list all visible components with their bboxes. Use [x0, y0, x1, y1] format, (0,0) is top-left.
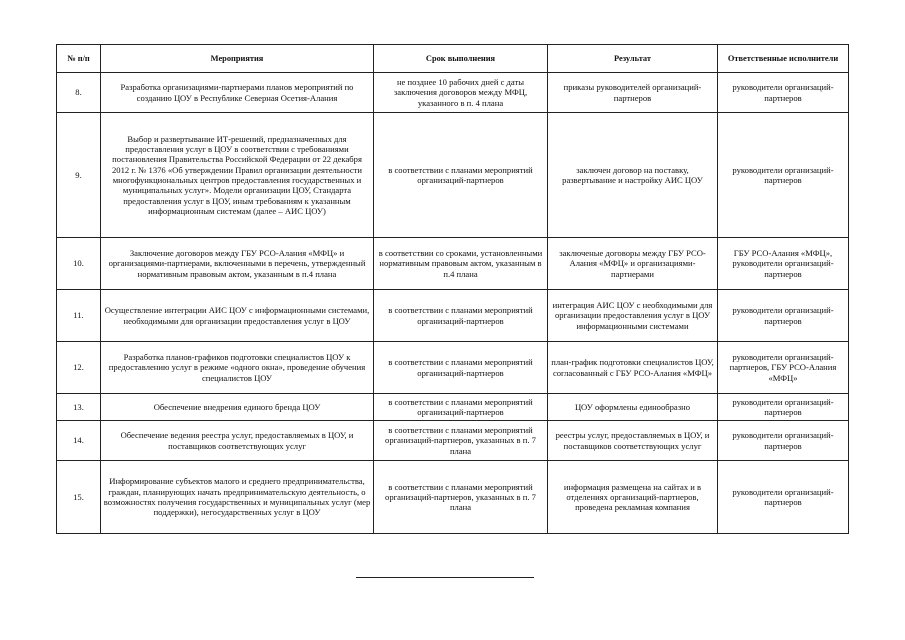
- cell-result: приказы руководителей организаций-партнеров: [548, 73, 718, 113]
- cell-result: ЦОУ оформлены единообразно: [548, 394, 718, 421]
- plan-table: [56, 44, 849, 534]
- cell-term: в соответствии с планами мероприятий организаций-партнеров: [374, 290, 548, 342]
- cell-responsible: руководители организаций-партнеров: [718, 290, 849, 342]
- footer-divider-line: [356, 577, 534, 578]
- cell-responsible: руководители организаций-партнеров, ГБУ РСО-Алания «МФЦ»: [718, 342, 849, 394]
- table-header-row: [57, 45, 849, 73]
- cell-num: 9.: [57, 113, 101, 238]
- cell-responsible: руководители организаций-партнеров: [718, 113, 849, 238]
- cell-result: заключен договор на поставку, развертывание и настройку АИС ЦОУ: [548, 113, 718, 238]
- table-row: [57, 290, 849, 342]
- table-row: [57, 394, 849, 421]
- table-row: [57, 461, 849, 534]
- table-row: [57, 238, 849, 290]
- cell-responsible: руководители организаций-партнеров: [718, 73, 849, 113]
- cell-num: 11.: [57, 290, 101, 342]
- cell-term: в соответствии с планами мероприятий организаций-партнеров: [374, 113, 548, 238]
- cell-num: 14.: [57, 421, 101, 461]
- cell-result: план-график подготовки специалистов ЦОУ, согласованный с ГБУ РСО-Алания «МФЦ»: [548, 342, 718, 394]
- cell-term: в соответствии с планами мероприятий организаций-партнеров, указанных в п. 7 плана: [374, 461, 548, 534]
- table-row: [57, 342, 849, 394]
- cell-responsible: руководители организаций-партнеров: [718, 394, 849, 421]
- cell-event: Обеспечение внедрения единого бренда ЦОУ: [101, 394, 374, 421]
- table-row: [57, 421, 849, 461]
- header-event: Мероприятия: [101, 45, 374, 73]
- cell-result: информация размещена на сайтах и в отделениях организаций-партнеров, проведена рекламная компания: [548, 461, 718, 534]
- header-responsible: Ответственные исполнители: [718, 45, 849, 73]
- cell-result: интеграция АИС ЦОУ с необходимыми для организации предоставления услуг в ЦОУ информационными системами: [548, 290, 718, 342]
- table-row: [57, 73, 849, 113]
- table-row: [57, 113, 849, 238]
- cell-num: 8.: [57, 73, 101, 113]
- cell-event: Информирование субъектов малого и среднего предпринимательства, граждан, планирующих начать предпринимательскую деятельность, о возможностях получения государственных и муниципальных услуг (мер поддержки), негосударственных услуг в ЦОУ: [101, 461, 374, 534]
- header-term: Срок выполнения: [374, 45, 548, 73]
- header-result: Результат: [548, 45, 718, 73]
- cell-event: Выбор и развертывание ИТ-решений, предназначенных для предоставления услуг в ЦОУ в соответствии с требованиями постановления Правительства Российской Федерации от 22 декабря 2012 г. № 1376 «Об утверждении Правил организации деятельности многофункциональных центров предоставления государственных и муниципальных услуг». Модели организации ЦОУ, Стандарта предоставления услуг в ЦОУ, иным требованиям к указанным информационным системам (далее – АИС ЦОУ): [101, 113, 374, 238]
- cell-event: Разработка организациями-партнерами планов мероприятий по созданию ЦОУ в Республике Северная Осетия-Алания: [101, 73, 374, 113]
- header-num: № п/п: [57, 45, 101, 73]
- cell-term: в соответствии со сроками, установленными нормативным правовым актом, указанным в п.4 плана: [374, 238, 548, 290]
- cell-responsible: руководители организаций-партнеров: [718, 461, 849, 534]
- cell-result: заключеные договоры между ГБУ РСО-Алания «МФЦ» и организациями-партнерами: [548, 238, 718, 290]
- cell-term: в соответствии с планами мероприятий организаций-партнеров, указанных в п. 7 плана: [374, 421, 548, 461]
- cell-term: в соответствии с планами мероприятий организаций-партнеров: [374, 342, 548, 394]
- cell-num: 12.: [57, 342, 101, 394]
- cell-result: реестры услуг, предоставляемых в ЦОУ, и поставщиков соответствующих услуг: [548, 421, 718, 461]
- cell-event: Обеспечение ведения реестра услуг, предоставляемых в ЦОУ, и поставщиков соответствующих услуг: [101, 421, 374, 461]
- cell-num: 10.: [57, 238, 101, 290]
- cell-event: Заключение договоров между ГБУ РСО-Алания «МФЦ» и организациями-партнерами, включенными в перечень, утвержденный нормативным правовым актом, указанным в п.4 плана: [101, 238, 374, 290]
- cell-num: 13.: [57, 394, 101, 421]
- cell-event: Осуществление интеграции АИС ЦОУ с информационными системами, необходимыми для организации предоставления услуг в ЦОУ: [101, 290, 374, 342]
- cell-event: Разработка планов-графиков подготовки специалистов ЦОУ к предоставлению услуг в режиме «одного окна», проведение обучения специалистов ЦОУ: [101, 342, 374, 394]
- cell-responsible: ГБУ РСО-Алания «МФЦ», руководители организаций-партнеров: [718, 238, 849, 290]
- cell-term: в соответствии с планами мероприятий организаций-партнеров: [374, 394, 548, 421]
- cell-responsible: руководители организаций-партнеров: [718, 421, 849, 461]
- cell-num: 15.: [57, 461, 101, 534]
- cell-term: не позднее 10 рабочих дней с даты заключения договоров между МФЦ, указанного в п. 4 плана: [374, 73, 548, 113]
